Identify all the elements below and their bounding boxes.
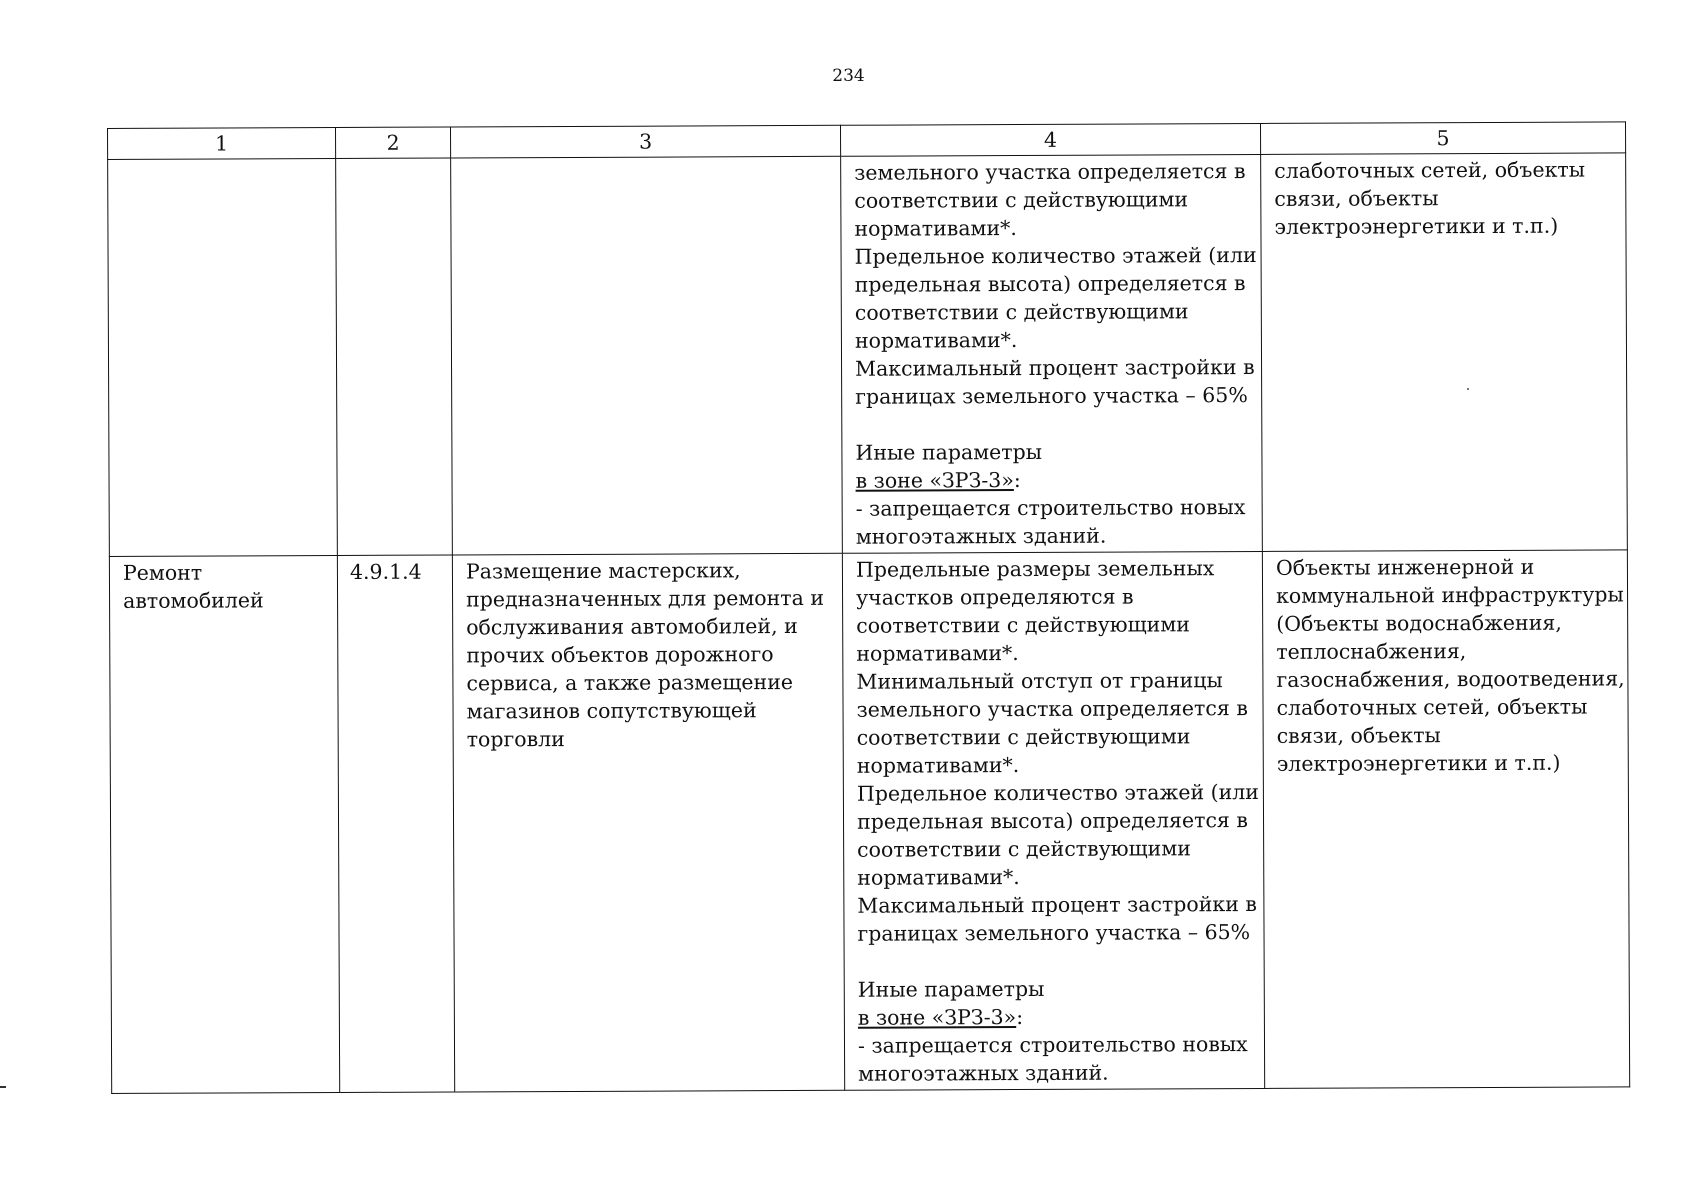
text-line: торговли <box>466 727 565 752</box>
text-line: Предельное количество этажей (или <box>856 779 1260 806</box>
text-line: соответствии с действующими <box>856 612 1190 638</box>
text-line: слаботочных сетей, объекты <box>1276 694 1588 720</box>
text-line: земельного участка определяется в <box>856 696 1248 722</box>
text-line: связи, объекты <box>1274 186 1439 211</box>
text-line: Иные параметры <box>857 976 1045 1002</box>
text-line: предназначенных для ремонта и <box>466 585 825 612</box>
cell-description <box>451 156 843 555</box>
text-line: газоснабжения, водоотведения, <box>1276 666 1625 692</box>
text-line: соответствии с действующими <box>854 187 1189 213</box>
zone-line: в зоне «ЗРЗ-3»: <box>855 468 1021 493</box>
text-line: участков определяются в <box>856 584 1134 610</box>
text-line: соответствии с действующими <box>854 299 1189 325</box>
text-line: Минимальный отступ от границы <box>856 668 1223 694</box>
cell-objects <box>1262 550 1629 1089</box>
text-line: предельная высота) определяется в <box>854 271 1246 297</box>
text-line: соответствии с действующими <box>856 724 1191 750</box>
col-header-5: 5 <box>1260 122 1625 155</box>
text-line: - запрещается строительство новых <box>857 1032 1248 1058</box>
text-line: нормативами*. <box>856 753 1020 778</box>
text-line: нормативами*. <box>857 865 1020 890</box>
col-header-1: 1 <box>108 128 336 160</box>
text-line: Ремонт <box>122 560 203 585</box>
zone-line: в зоне «ЗРЗ-3»: <box>857 1005 1024 1030</box>
cell-use-name <box>109 555 339 1093</box>
text-line: Предельные размеры земельных <box>855 556 1215 582</box>
text-line: нормативами*. <box>854 328 1018 353</box>
text-line: (Объекты водоснабжения, <box>1276 610 1562 636</box>
text-line: прочих объектов дорожного <box>466 642 774 668</box>
text-line: границах земельного участка – 65% <box>855 383 1248 409</box>
text-line: многоэтажных зданий. <box>858 1060 1109 1086</box>
text-line: теплоснабжения, <box>1276 639 1467 664</box>
text-line: коммунальной инфраструктуры <box>1276 582 1624 608</box>
cell-use-name <box>108 159 338 557</box>
scan-edge-mark <box>0 1086 6 1088</box>
text-line: многоэтажных зданий. <box>855 523 1107 549</box>
page-number: 234 <box>832 66 865 86</box>
text-line: - запрещается строительство новых <box>855 495 1246 521</box>
cell-description <box>452 553 844 1092</box>
text-line: нормативами*. <box>854 216 1017 241</box>
text-line: Размещение мастерских, <box>465 558 741 584</box>
cell-objects <box>1261 153 1628 552</box>
text-line: электроэнергетики и т.п.) <box>1276 750 1561 776</box>
blank-line <box>855 409 1250 439</box>
blank-line <box>858 946 1253 976</box>
text-line: Максимальный процент застройки в <box>857 891 1257 918</box>
zone-label: в зоне «ЗРЗ-3» <box>855 468 1014 493</box>
text-line: Объекты инженерной и <box>1275 554 1535 580</box>
text-line: Предельное количество этажей (или <box>854 242 1257 269</box>
col-header-2: 2 <box>336 127 451 159</box>
text-line: связи, объекты <box>1276 723 1441 748</box>
text-line: Иные параметры <box>855 439 1043 465</box>
col-header-3: 3 <box>450 125 840 158</box>
text-line: границах земельного участка – 65% <box>857 920 1251 946</box>
text-line: магазинов сопутствующей <box>466 698 757 724</box>
text-line: электроэнергетики и т.п.) <box>1274 213 1559 239</box>
cell-code <box>336 158 453 555</box>
text-line: обслуживания автомобилей, и <box>466 613 798 640</box>
text-line: соответствии с действующими <box>857 836 1191 862</box>
text-line: 4.9.1.4 <box>349 559 422 584</box>
text-line: земельного участка определяется в <box>854 159 1246 185</box>
cell-code <box>337 555 454 1092</box>
text-line: автомобилей <box>123 588 264 613</box>
scan-speck <box>1467 388 1469 390</box>
col-header-4: 4 <box>840 123 1260 156</box>
table-row <box>108 153 1628 557</box>
text-line: нормативами*. <box>856 641 1019 666</box>
table-row <box>109 550 1629 1094</box>
zone-label: в зоне «ЗРЗ-3» <box>857 1005 1017 1030</box>
cell-parameters <box>842 551 1264 1090</box>
text-line: сервиса, а также размещение <box>466 670 794 696</box>
zoning-table <box>107 121 1630 1094</box>
cell-parameters <box>841 154 1263 553</box>
text-line: предельная высота) определяется в <box>856 808 1248 834</box>
text-line: Максимальный процент застройки в <box>855 354 1255 381</box>
text-line: слаботочных сетей, объекты <box>1274 157 1586 183</box>
